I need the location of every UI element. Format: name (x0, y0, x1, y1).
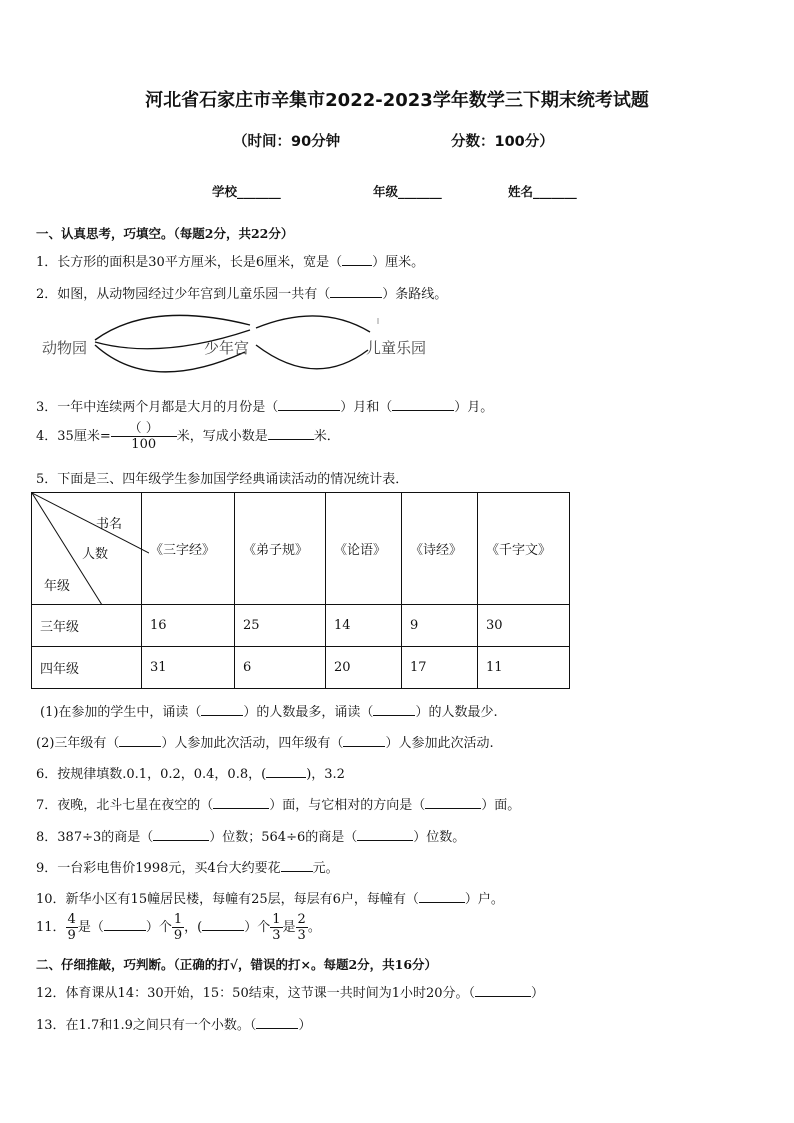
question-11: 11． $\frac{4}{9}$ 是（ ）个 $\frac{1}{9}$ ，( ）个 $\frac{1}{3}$ 是 $\frac{2}{3}$ 。 (36, 912, 321, 943)
count-cell: 30 (478, 605, 570, 647)
table-row (32, 647, 570, 689)
fraction: $\frac{( )}{100}$ (111, 421, 177, 452)
page-title: 河北省石家庄市辛集市2022-2023学年数学三下期末统考试题 (145, 90, 649, 111)
book-header: 《三字经》 (142, 493, 235, 605)
section2-heading: 二、仔细推敲，巧判断。（正确的打√，错误的打×。每题2分，共16分） (36, 957, 438, 972)
exam-score: 分数：100分） (451, 134, 554, 150)
count-cell: 11 (478, 647, 570, 689)
answer-blank[interactable] (373, 715, 415, 716)
answer-blank[interactable] (201, 715, 243, 716)
corner-people-label: 人数 (82, 547, 109, 562)
question-8: 8．387÷3的商是（ ）位数；564÷6的商是（ ）位数。 (36, 830, 466, 845)
answer-blank[interactable] (419, 902, 465, 903)
question-12: 12．体育课从14：30开始，15：50结束，这节课一共时间为1小时20分。（ ） (36, 986, 545, 1001)
corner-grade-label: 年级 (44, 579, 71, 594)
answer-blank[interactable] (268, 439, 314, 440)
answer-blank[interactable] (202, 930, 244, 931)
youth-palace-label: 少年宫 (204, 339, 250, 357)
answer-blank[interactable] (153, 840, 209, 841)
answer-blank[interactable] (213, 808, 269, 809)
question-10: 10．新华小区有15幢居民楼，每幢有25层，每层有6户，每幢有（ ）户。 (36, 892, 504, 907)
count-cell: 31 (142, 647, 235, 689)
book-header: 《诗经》 (402, 493, 478, 605)
answer-blank[interactable] (278, 410, 340, 411)
book-header: 《千字文》 (478, 493, 570, 605)
count-cell: 25 (235, 605, 326, 647)
section1-heading: 一、认真思考，巧填空。（每题2分，共22分） (36, 226, 294, 241)
answer-blank[interactable] (281, 871, 313, 872)
table-header-row (32, 493, 570, 605)
reading-stats-table (31, 492, 570, 689)
answer-blank[interactable] (266, 777, 306, 778)
question-7: 7．夜晚，北斗七星在夜空的（ ）面，与它相对的方向是（ ）面。 (36, 798, 521, 813)
question-4: 4．35厘米= $\frac{( )}{100}$ 米，写成小数是 米． (36, 421, 340, 452)
count-cell: 20 (326, 647, 402, 689)
answer-blank[interactable] (119, 746, 161, 747)
count-cell: 14 (326, 605, 402, 647)
answer-blank[interactable] (475, 996, 531, 997)
grade-field[interactable]: 年级_______ (373, 184, 442, 199)
corner-book-label: 书名 (96, 517, 123, 532)
question-9: 9．一台彩电售价1998元，买4台大约要花 元。 (36, 861, 339, 876)
question-3: 3．一年中连续两个月都是大月的月份是（ ）月和（ ）月。 (36, 400, 494, 415)
question-13: 13．在1.7和1.9之间只有一个小数。（ ） (36, 1018, 312, 1033)
fraction: $\frac{1}{3}$ (272, 912, 281, 943)
table-corner-cell (32, 493, 142, 605)
count-cell: 16 (142, 605, 235, 647)
book-header: 《弟子规》 (235, 493, 326, 605)
grade-cell: 四年级 (32, 647, 142, 689)
fraction: $\frac{2}{3}$ (297, 912, 306, 943)
table-row (32, 605, 570, 647)
answer-blank[interactable] (104, 930, 146, 931)
question-6: 6．按规律填数.0.1，0.2，0.4，0.8，( )，3.2 (36, 767, 345, 782)
fraction: $\frac{1}{9}$ (173, 912, 183, 943)
answer-blank[interactable] (392, 410, 454, 411)
answer-blank[interactable] (357, 840, 413, 841)
question-5-2: (2)三年级有（ ）人参加此次活动，四年级有（ ）人参加此次活动. (36, 736, 494, 751)
name-field[interactable]: 姓名_______ (508, 184, 577, 199)
book-header: 《论语》 (326, 493, 402, 605)
answer-blank[interactable] (256, 1028, 298, 1029)
answer-blank[interactable] (343, 746, 385, 747)
question-5-1: (1)在参加的学生中，诵读（ ）的人数最多，诵读（ ）的人数最少. (40, 705, 498, 720)
school-field[interactable]: 学校_______ (212, 184, 281, 199)
fraction: $\frac{4}{9}$ (67, 912, 76, 943)
count-cell: 6 (235, 647, 326, 689)
question-2: 2．如图，从动物园经过少年宫到儿童乐园一共有（ ）条路线。 (36, 287, 448, 302)
grade-cell: 三年级 (32, 605, 142, 647)
question-1: 1．长方形的面积是30平方厘米，长是6厘米，宽是（ ）厘米。 (36, 255, 425, 270)
answer-blank[interactable] (425, 808, 481, 809)
zoo-label: 动物园 (42, 339, 88, 357)
count-cell: 9 (402, 605, 478, 647)
question-5: 5．下面是三、四年级学生参加国学经典诵读活动的情况统计表． (36, 472, 409, 487)
exam-time: （时间：90分钟 (233, 134, 341, 150)
count-cell: 17 (402, 647, 478, 689)
childrens-park-label: 儿童乐园 (366, 339, 427, 357)
